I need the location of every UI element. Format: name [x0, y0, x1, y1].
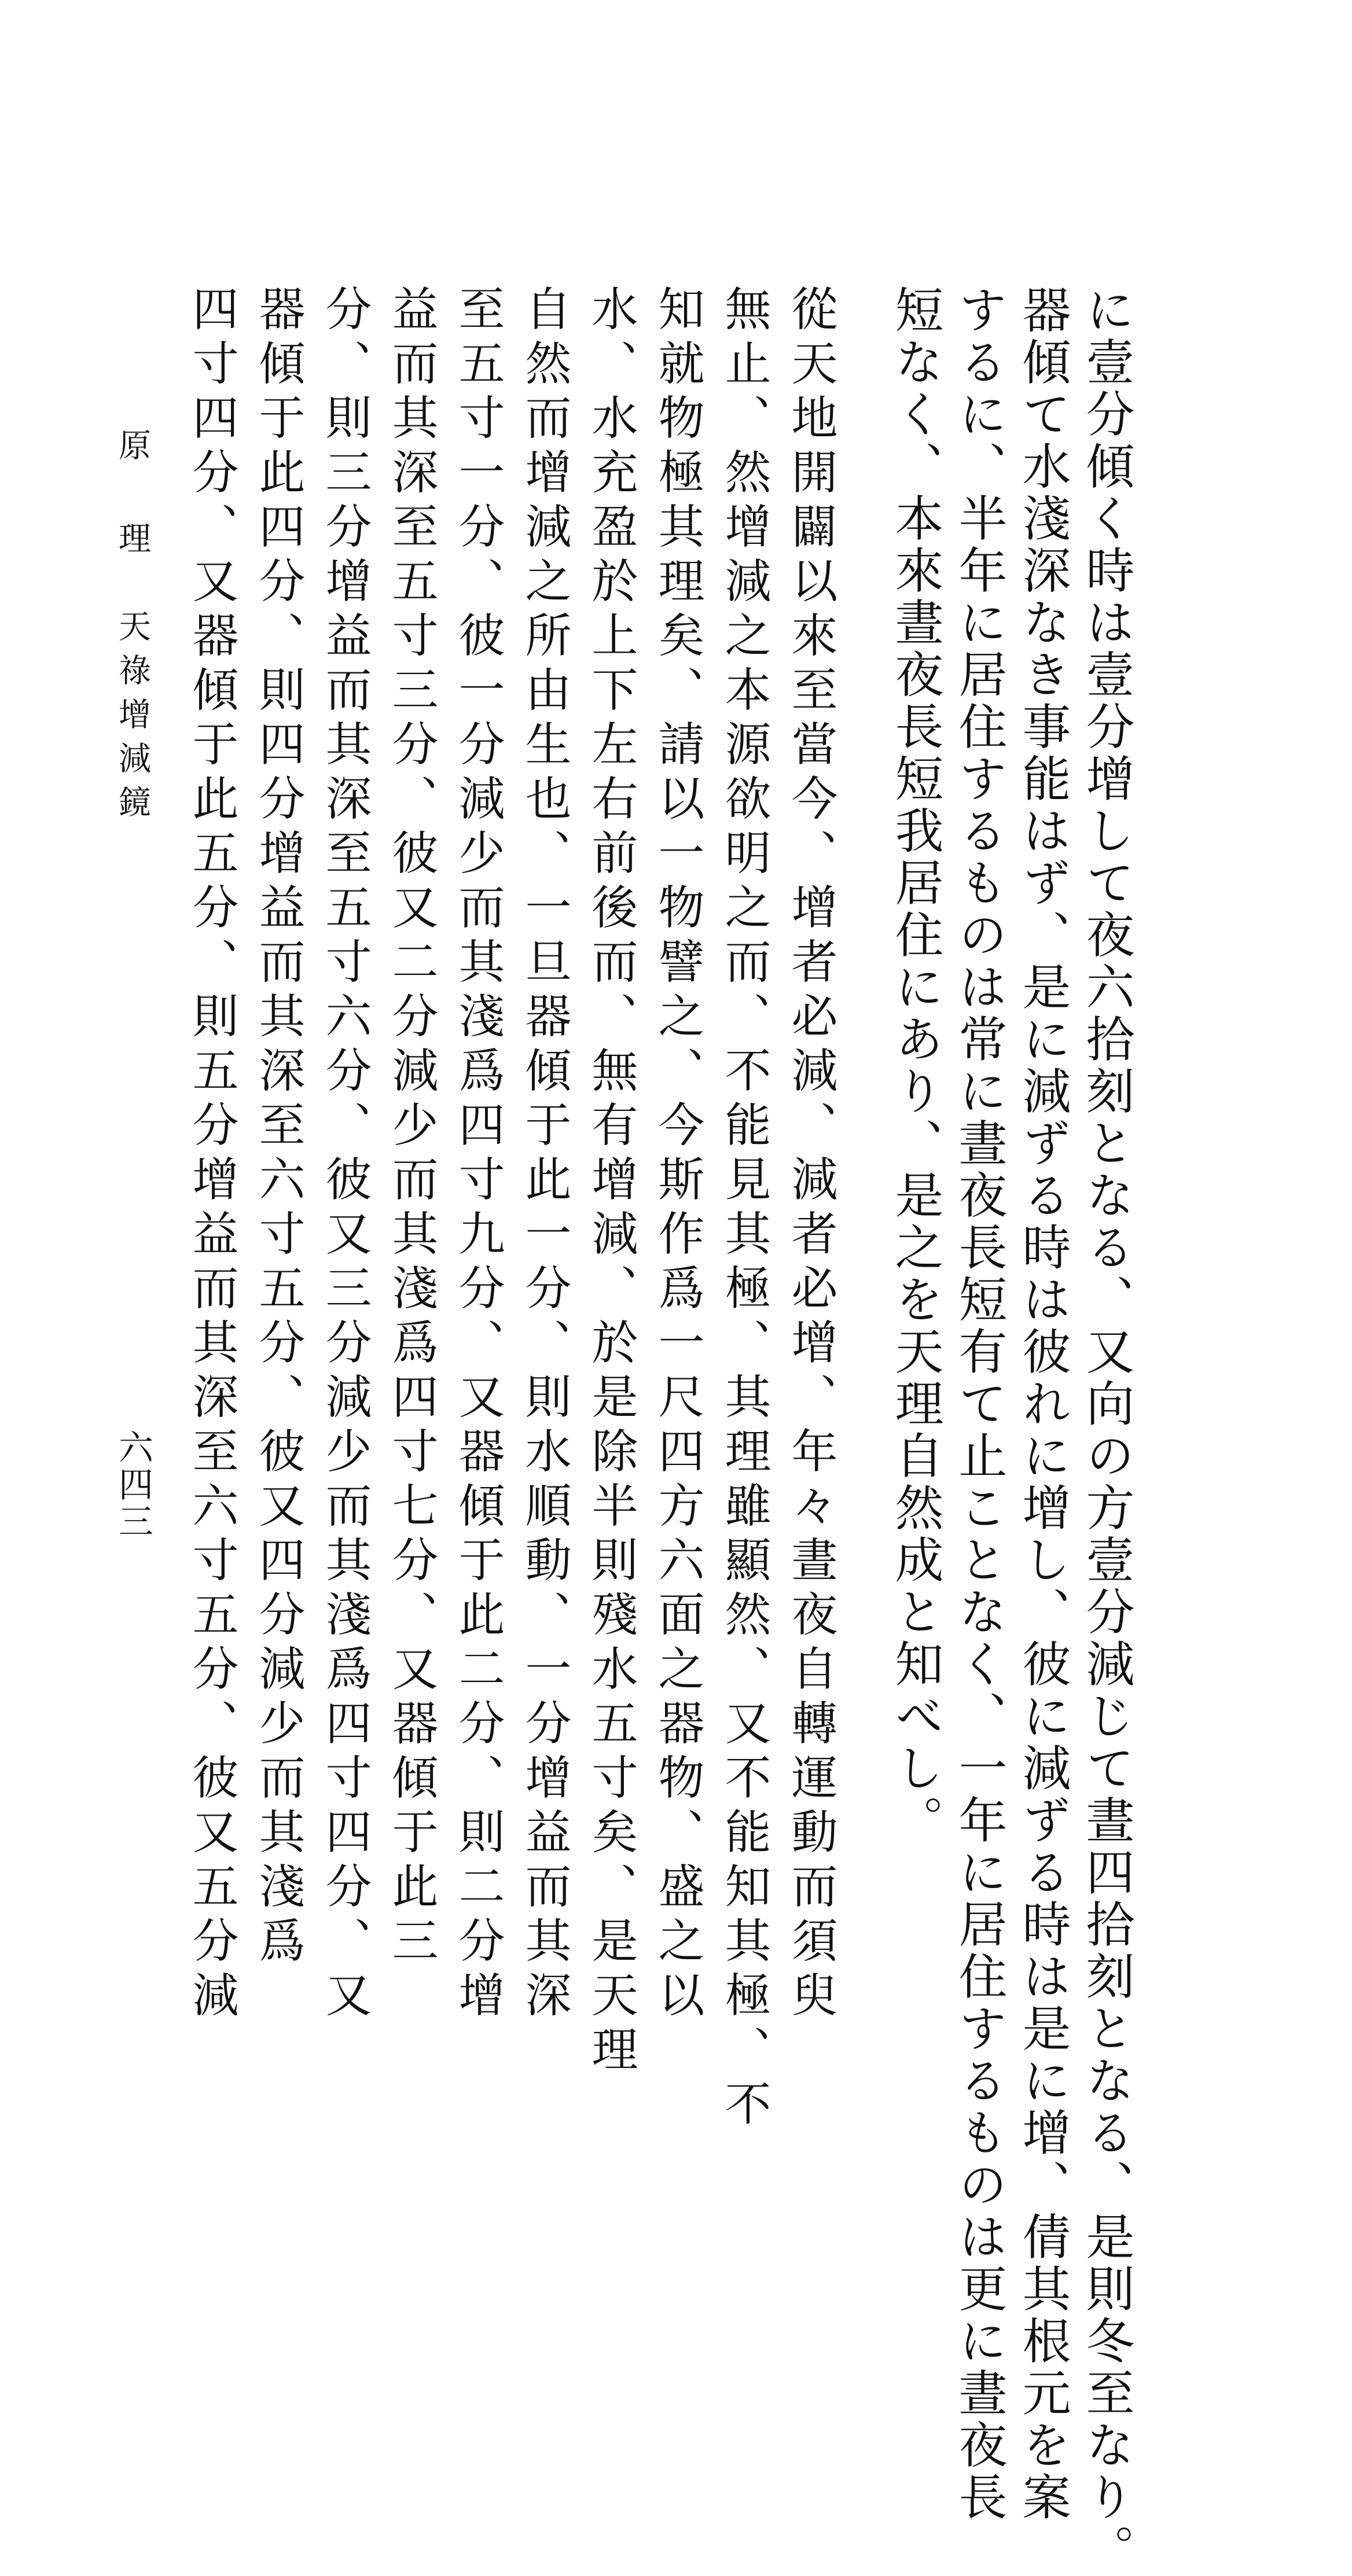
text-column-11: 益而其深至五寸三分、彼又二分減少而其淺爲四寸七分、又器傾于此三: [384, 285, 438, 1971]
text-column-3: するに、半年に居住するものは常に晝夜長短有て止ことなく、一年に居住するものは更に晝夜長: [951, 285, 1008, 2524]
text-column-10: 至五寸一分、彼一分減少而其淺爲四寸九分、又器傾于此二分、則二分增: [451, 285, 505, 2025]
text-column-2: 器傾て水淺深なき事能はず、是に減ずる時は彼れに增し、彼に減ずる時は是に增、倩其根元を案: [1015, 285, 1071, 2524]
text-column-5: 從天地開闢以來至當今、增者必減、減者必增、年々晝夜自轉運動而須臾: [784, 285, 837, 2025]
text-column-12: 分、則三分增益而其深至五寸六分、彼又三分減少而其淺爲四寸四分、又: [318, 285, 372, 2025]
text-column-7: 知就物極其理矣、請以一物譬之、今斯作爲一尺四方六面之器物、盛之以: [651, 285, 704, 2025]
text-column-4: 短なく、本來晝夜長短我居住にあり、是之を天理自然成と知べし。: [887, 285, 944, 1847]
text-column-6: 無止、然增減之本源欲明之而、不能見其極、其理雖顯然、又不能知其極、不: [717, 285, 771, 2134]
text-column-13: 器傾于此四分、則四分增益而其深至六寸五分、彼又四分減少而其淺爲: [251, 285, 305, 1971]
text-column-8: 水、水充盈於上下左右前後而、無有增減、於是除半則殘水五寸矣、是天理: [584, 285, 638, 2080]
running-header: 原 理 天祿增減鏡: [113, 428, 151, 829]
text-column-14: 四寸四分、又器傾于此五分、則五分增益而其深至六寸五分、彼又五分減: [185, 285, 238, 2025]
text-column-9: 自然而增減之所由生也、一旦器傾于此一分、則水順動、一分增益而其深: [517, 285, 571, 2025]
text-column-1: に壹分傾く時は壹分增して夜六拾刻となる、又向の方壹分減じて晝四拾刻となる、是則冬至なり。: [1078, 285, 1135, 2576]
page-number: 六四三: [113, 1429, 153, 1540]
